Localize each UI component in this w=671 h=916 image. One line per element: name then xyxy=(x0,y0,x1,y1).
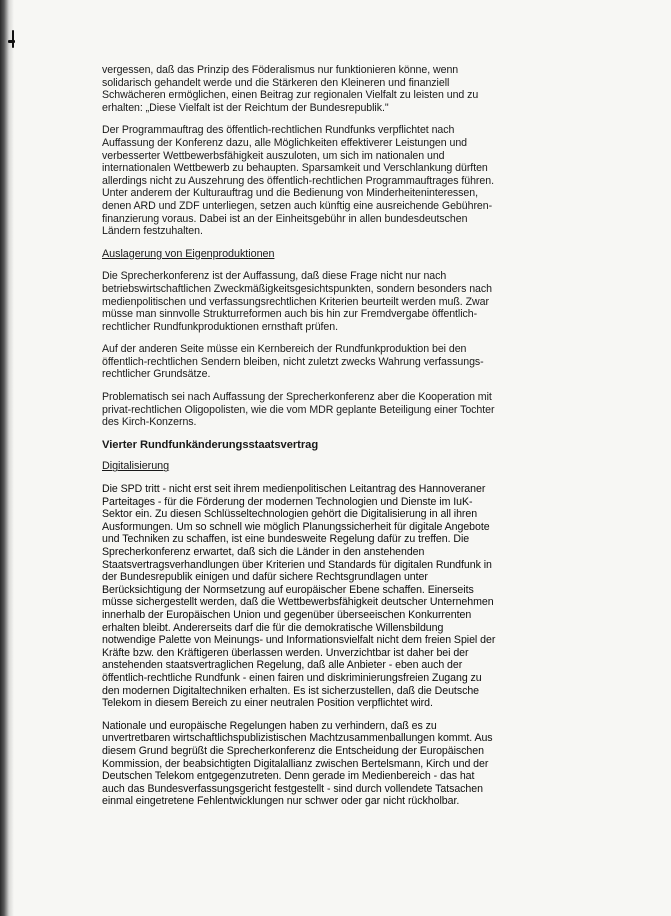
text-line: diesem Grund begrüßt die Sprecherkonferenz die Entscheidung der Europäischen xyxy=(102,744,484,757)
text-line: rechtlicher Grundsätze. xyxy=(102,368,211,381)
text-line: privat-rechtlichen Oligopolisten, wie die vom MDR geplante Beteiligung einer Tochter xyxy=(102,403,495,416)
text-line: unvertretbaren wirtschaftlichspublizistischen Machtzusammenballungen kommt. Aus xyxy=(102,732,493,745)
text-line: der Bundesrepublik einigen und dafür sichere Rechtsgrundlagen unter xyxy=(102,571,428,584)
text-line: Sektor ein. Zu diesen Schlüsseltechnologien gehört die Digitalisierung in all ihren xyxy=(102,508,478,521)
text-line: Die Sprecherkonferenz ist der Auffassung, daß diese Frage nicht nur nach xyxy=(102,270,447,283)
text-line: Die SPD tritt - nicht erst seit ihrem medienpolitischen Leitantrag des Hannoveraner xyxy=(102,483,486,496)
text-line: anstehenden staatsvertraglichen Regelung, daß alle Anbieter - eben auch der xyxy=(102,659,463,672)
text-line: internationalen Wettbewerb zu behaupten. Sparsamkeit und Verschlankung dürften xyxy=(102,162,488,175)
text-line: und Techniken zu schaffen, ist eine bundesweite Regelung dafür zu treffen. Die xyxy=(102,533,470,546)
text-line: Nationale und europäische Regelungen haben zu verhindern, daß es zu xyxy=(102,719,437,732)
text-line: finanzierung voraus. Dabei ist an der Einheitsgebühr in allen bundesdeutschen xyxy=(102,212,468,225)
text-line: Schwächeren ermöglichen, einen Beitrag zur regionalen Vielfalt zu leisten und zu xyxy=(102,89,479,102)
text-line: innerhalb der Europäischen Union und gegenüber überseeischen Konkurrenten xyxy=(102,608,472,621)
paragraph-digitalisierung-2 xyxy=(102,720,637,808)
paragraph-intro-2 xyxy=(102,124,637,237)
text-line: des Kirch-Konzerns. xyxy=(102,416,197,429)
text-line: vergessen, daß das Prinzip des Föderalismus nur funktionieren könne, wenn xyxy=(102,64,459,76)
paragraph-intro-1 xyxy=(102,64,637,114)
paragraph-digitalisierung-1 xyxy=(102,483,637,710)
text-line: Staatsvertragsverhandlungen über Kriterien und Standards für digitalen Rundfunk in xyxy=(102,558,492,571)
text-line: solidarisch gehandelt werde und die Stärkeren den Kleineren und finanziell xyxy=(102,76,450,89)
scan-shadow-edge xyxy=(0,0,14,916)
text-line: Deutschen Telekom entgegenzutreten. Denn gerade im Medienbereich - das hat xyxy=(102,770,475,783)
text-line: müsse sichergestellt werden, daß die Wettbewerbsfähigkeit deutscher Unternehmen xyxy=(102,596,494,609)
text-line: Der Programmauftrag des öffentlich-rechtlichen Rundfunks verpflichtet nach xyxy=(102,124,455,137)
text-line: müsse man sinnvolle Strukturreformen auch bis hin zur Fremdvergabe öffentlich- xyxy=(102,308,478,321)
text-line: denen ARD und ZDF unterliegen, setzen auch künftig eine ausreichende Gebühren- xyxy=(102,199,493,212)
text-line: erhalten bleibt. Andererseits darf die für die demokratische Willensbildung xyxy=(102,621,444,634)
document-page xyxy=(102,64,637,818)
text-line: medienpolitischen und verfassungsrechtlichen Kriterien beurteilt werden muß. Zwar xyxy=(102,295,489,308)
text-line: Berücksichtigung der Normsetzung auf europäischer Ebene schaffen. Einerseits xyxy=(102,583,474,596)
text-line: allerdings nicht zu Auszehrung des öffentlich-rechtlichen Programmauftrages führen. xyxy=(102,174,494,187)
text-line: verbesserter Wettbewerbsfähigkeit auszuloten, um sich im nationalen und xyxy=(102,149,445,162)
text-line: Unter anderem der Kulturauftrag und die Bedienung von Minderheiteninteressen, xyxy=(102,187,478,200)
text-line: einmal eingetretene Fehlentwicklungen nur schwer oder gar nicht rückholbar. xyxy=(102,795,460,808)
text-line: Ländern festzuhalten. xyxy=(102,225,203,238)
section-heading-vierter-staatsvertrag: Vierter Rundfunkänderungsstaatsvertrag xyxy=(102,438,319,451)
text-line: Auffassung der Konferenz dazu, alle Möglichkeiten effektiverer Leistungen und xyxy=(102,136,468,149)
text-line: Auf der anderen Seite müsse ein Kernbereich der Rundfunkproduktion bei den xyxy=(102,343,467,356)
text-line: Parteitages - für die Förderung der modernen Technologien und Dienste im IuK- xyxy=(102,495,473,508)
text-line: Kräfte bzw. den Kräftigeren überlassen werden. Unverzichtbar ist daher bei der xyxy=(102,646,469,659)
scan-speck xyxy=(12,30,14,48)
text-line: Ausformungen. Um so schnell wie möglich Planungssicherheit für digitale Angebote xyxy=(102,520,490,533)
text-line: den modernen Digitaltechniken erhalten. Es ist sicherzustellen, daß die Deutsche xyxy=(102,684,479,697)
section-subheading-digitalisierung: Digitalisierung xyxy=(102,460,170,473)
text-line: öffentlich-rechtliche Rundfunk - einen fairen und diskriminierungsfreien Zugang zu xyxy=(102,671,482,684)
text-line: Telekom in diesem Bereich zu einer neutralen Position verpflichtet wird. xyxy=(102,697,433,710)
paragraph-auslagerung-3 xyxy=(102,391,637,429)
paragraph-auslagerung-2 xyxy=(102,343,637,381)
text-line: rechtlicher Rundfunkproduktionen ernsthaft prüfen. xyxy=(102,320,339,333)
text-line: erhalten: „Diese Vielfalt ist der Reichtum der Bundesrepublik." xyxy=(102,101,389,114)
text-line: öffentlich-rechtlichen Sendern bleiben, nicht zuletzt zwecks Wahrung verfassungs- xyxy=(102,355,484,368)
section-heading-auslagerung: Auslagerung von Eigenproduktionen xyxy=(102,247,275,260)
text-line: betriebswirtschaftlichen Zweckmäßigkeitsgesichtspunkten, sondern besonders nach xyxy=(102,282,492,295)
text-line: Kommission, der beabsichtigten Digitalallianz zwischen Bertelsmann, Kirch und der xyxy=(102,757,489,770)
text-line: notwendige Palette von Meinungs- und Informationsvielfalt nicht dem freien Spiel der xyxy=(102,634,496,647)
paragraph-auslagerung-1 xyxy=(102,270,637,333)
text-line: Problematisch sei nach Auffassung der Sprecherkonferenz aber die Kooperation mit xyxy=(102,391,492,404)
text-line: auch das Bundesverfassungsgericht festgestellt - sind durch vollendete Tatsachen xyxy=(102,782,483,795)
text-line: Sprecherkonferenz erwartet, daß sich die Länder in den anstehenden xyxy=(102,546,425,558)
